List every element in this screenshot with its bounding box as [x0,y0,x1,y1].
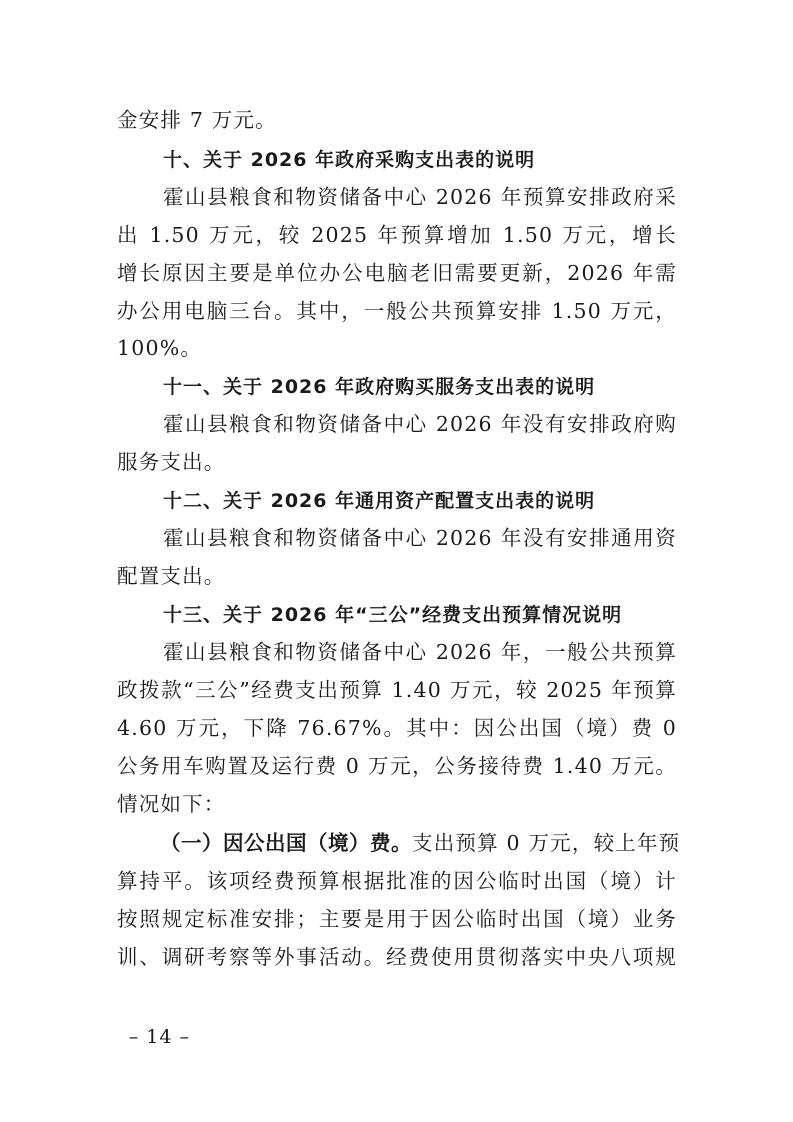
text-line: 霍山县粮食和物资储备中心 2026 年没有安排政府购 [163,412,677,436]
subsection-heading-1: （一）因公出国（境）费。 [160,831,412,855]
text-line: 金安排 7 万元。 [117,108,277,132]
text-line: 配置支出。 [117,564,226,588]
text-line: 增长原因主要是单位办公电脑老旧需要更新，2026 年需 [117,261,677,285]
text-line: 按照规定标准安排；主要是用于因公临时出国（境）业务 [117,907,677,931]
text-line: 公务用车购置及运行费 0 万元，公务接待费 1.40 万元。 [117,754,677,778]
section-heading-11: 十一、关于 2026 年政府购买服务支出表的说明 [163,376,596,398]
text-line: 算持平。该项经费预算根据批准的因公临时出国（境）计 [117,869,677,893]
subsection-line [160,829,681,857]
section-heading-12: 十二、关于 2026 年通用资产配置支出表的说明 [163,490,596,512]
text-span: 支出预算 0 万元，较上年预 [412,831,681,855]
text-line: 霍山县粮食和物资储备中心 2026 年，一般公共预算 [163,640,677,664]
text-line: 政拨款“三公”经费支出预算 1.40 万元，较 2025 年预算 [117,678,677,702]
text-line: 霍山县粮食和物资储备中心 2026 年预算安排政府采 [163,185,677,209]
text-line: 情况如下： [117,792,226,816]
text-line: 100%。 [117,336,203,360]
text-line: 训、调研考察等外事活动。经费使用贯彻落实中央八项规 [117,945,677,969]
page-number: – 14 – [128,1026,190,1048]
text-line: 出 1.50 万元，较 2025 年预算增加 1.50 万元，增长 [117,223,677,247]
text-line: 霍山县粮食和物资储备中心 2026 年没有安排通用资 [163,526,677,550]
text-line: 4.60 万元，下降 76.67%。其中：因公出国（境）费 0 [117,716,677,740]
text-line: 办公用电脑三台。其中，一般公共预算安排 1.50 万元， [117,299,677,323]
section-heading-13: 十三、关于 2026 年“三公”经费支出预算情况说明 [163,604,623,626]
section-heading-10: 十、关于 2026 年政府采购支出表的说明 [163,149,536,171]
text-line: 服务支出。 [117,450,226,474]
